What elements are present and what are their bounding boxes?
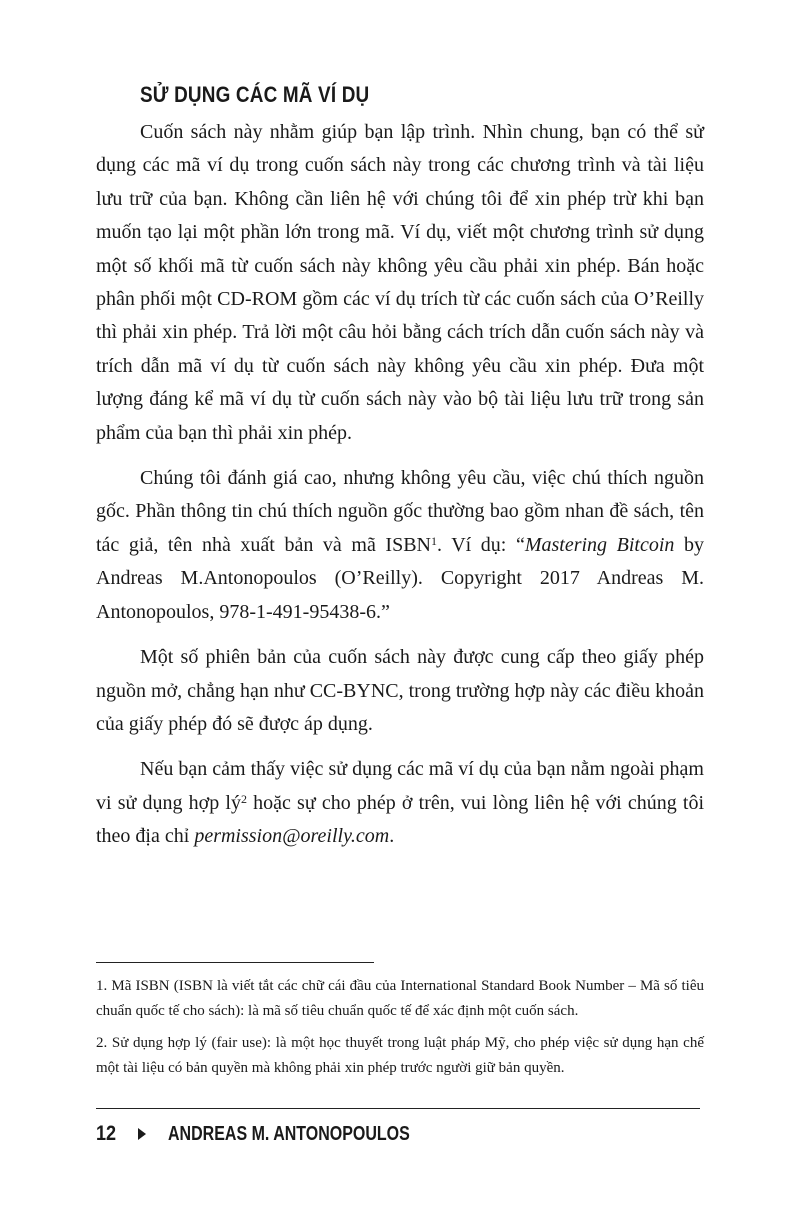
paragraph-4: [96, 753, 704, 853]
page-number: 12: [96, 1122, 117, 1145]
paragraph-2-part-b: . Ví dụ: “: [436, 533, 525, 556]
page-footer: [96, 1122, 470, 1146]
paragraph-4-part-a: Nếu bạn cảm thấy việc sử dụng các mã ví dụ của bạn nằm ngoài phạm vi sử dụng hợp lý: [96, 758, 704, 814]
paragraph-2-part-a: Chúng tôi đánh giá cao, nhưng không yêu cầu, việc chú thích nguồn gốc. Phần thông tin chú thích nguồn gốc thường bao gồm nhan đề sách, tên tác giả, tên nhà xuất bản và mã ISBN: [96, 467, 704, 556]
triangle-right-icon: [138, 1128, 146, 1140]
paragraph-3: Một số phiên bản của cuốn sách này được cung cấp theo giấy phép nguồn mở, chẳng hạn như CC-BYNC, trong trường hợp này các điều khoản của giấy phép đó sẽ được áp dụng.: [96, 646, 704, 735]
paragraph-2: [96, 462, 704, 629]
footer-divider: [96, 1108, 700, 1109]
section-heading: SỬ DỤNG CÁC MÃ VÍ DỤ: [140, 82, 370, 107]
paragraph-4-part-b: hoặc sự cho phép ở trên, vui lòng liên hệ với chúng tôi theo địa chỉ: [96, 791, 704, 848]
footnote-ref-1[interactable]: 1: [430, 533, 437, 548]
book-title: Mastering Bitcoin: [524, 533, 675, 556]
footnote-divider: [96, 962, 374, 963]
body-text: [96, 116, 704, 866]
footnote-ref-2[interactable]: 2: [240, 791, 247, 806]
paragraph-4-part-c: .: [389, 825, 395, 848]
author-name: ANDREAS M. ANTONOPOULOS: [168, 1122, 410, 1145]
footnotes: [96, 974, 704, 1088]
footnote-1: 1. Mã ISBN (ISBN là viết tắt các chữ cái đầu của International Standard Book Number – Mã số tiêu chuẩn quốc tế cho sách): là mã số tiêu chuẩn quốc tế để xác định một cuốn sách.: [96, 978, 704, 1019]
paragraph-1: Cuốn sách này nhằm giúp bạn lập trình. Nhìn chung, bạn có thể sử dụng các mã ví dụ trong cuốn sách này trong các chương trình và tài liệu lưu trữ của bạn. Không cần liên hệ với chúng tôi để xin phép trừ khi bạn muốn tạo lại một phần lớn trong mã. Ví dụ, viết một chương trình sử dụng một số khối mã từ cuốn sách này không yêu cầu phải xin phép. Bán hoặc phân phối một CD-ROM gồm các ví dụ trích từ các cuốn sách của O’Reilly thì phải xin phép. Trả lời một câu hỏi bằng cách trích dẫn cuốn sách này và trích dẫn mã ví dụ từ cuốn sách này không yêu cầu xin phép. Đưa một lượng đáng kể mã ví dụ từ cuốn sách này vào bộ tài liệu lưu trữ trong sản phẩm của bạn thì phải xin phép.: [96, 121, 704, 444]
paragraph-2-part-c: by Andreas M.Antonopoulos (O’Reilly). Copyright 2017 Andreas M. Antonopoulos, 978-1-491-95438-6.”: [96, 533, 705, 623]
contact-email[interactable]: permission@oreilly.com: [194, 825, 390, 848]
footnote-2: 2. Sử dụng hợp lý (fair use): là một học thuyết trong luật pháp Mỹ, cho phép việc sử dụng hạn chế một tài liệu có bản quyền mà không phải xin phép trước người giữ bản quyền.: [96, 1035, 704, 1076]
